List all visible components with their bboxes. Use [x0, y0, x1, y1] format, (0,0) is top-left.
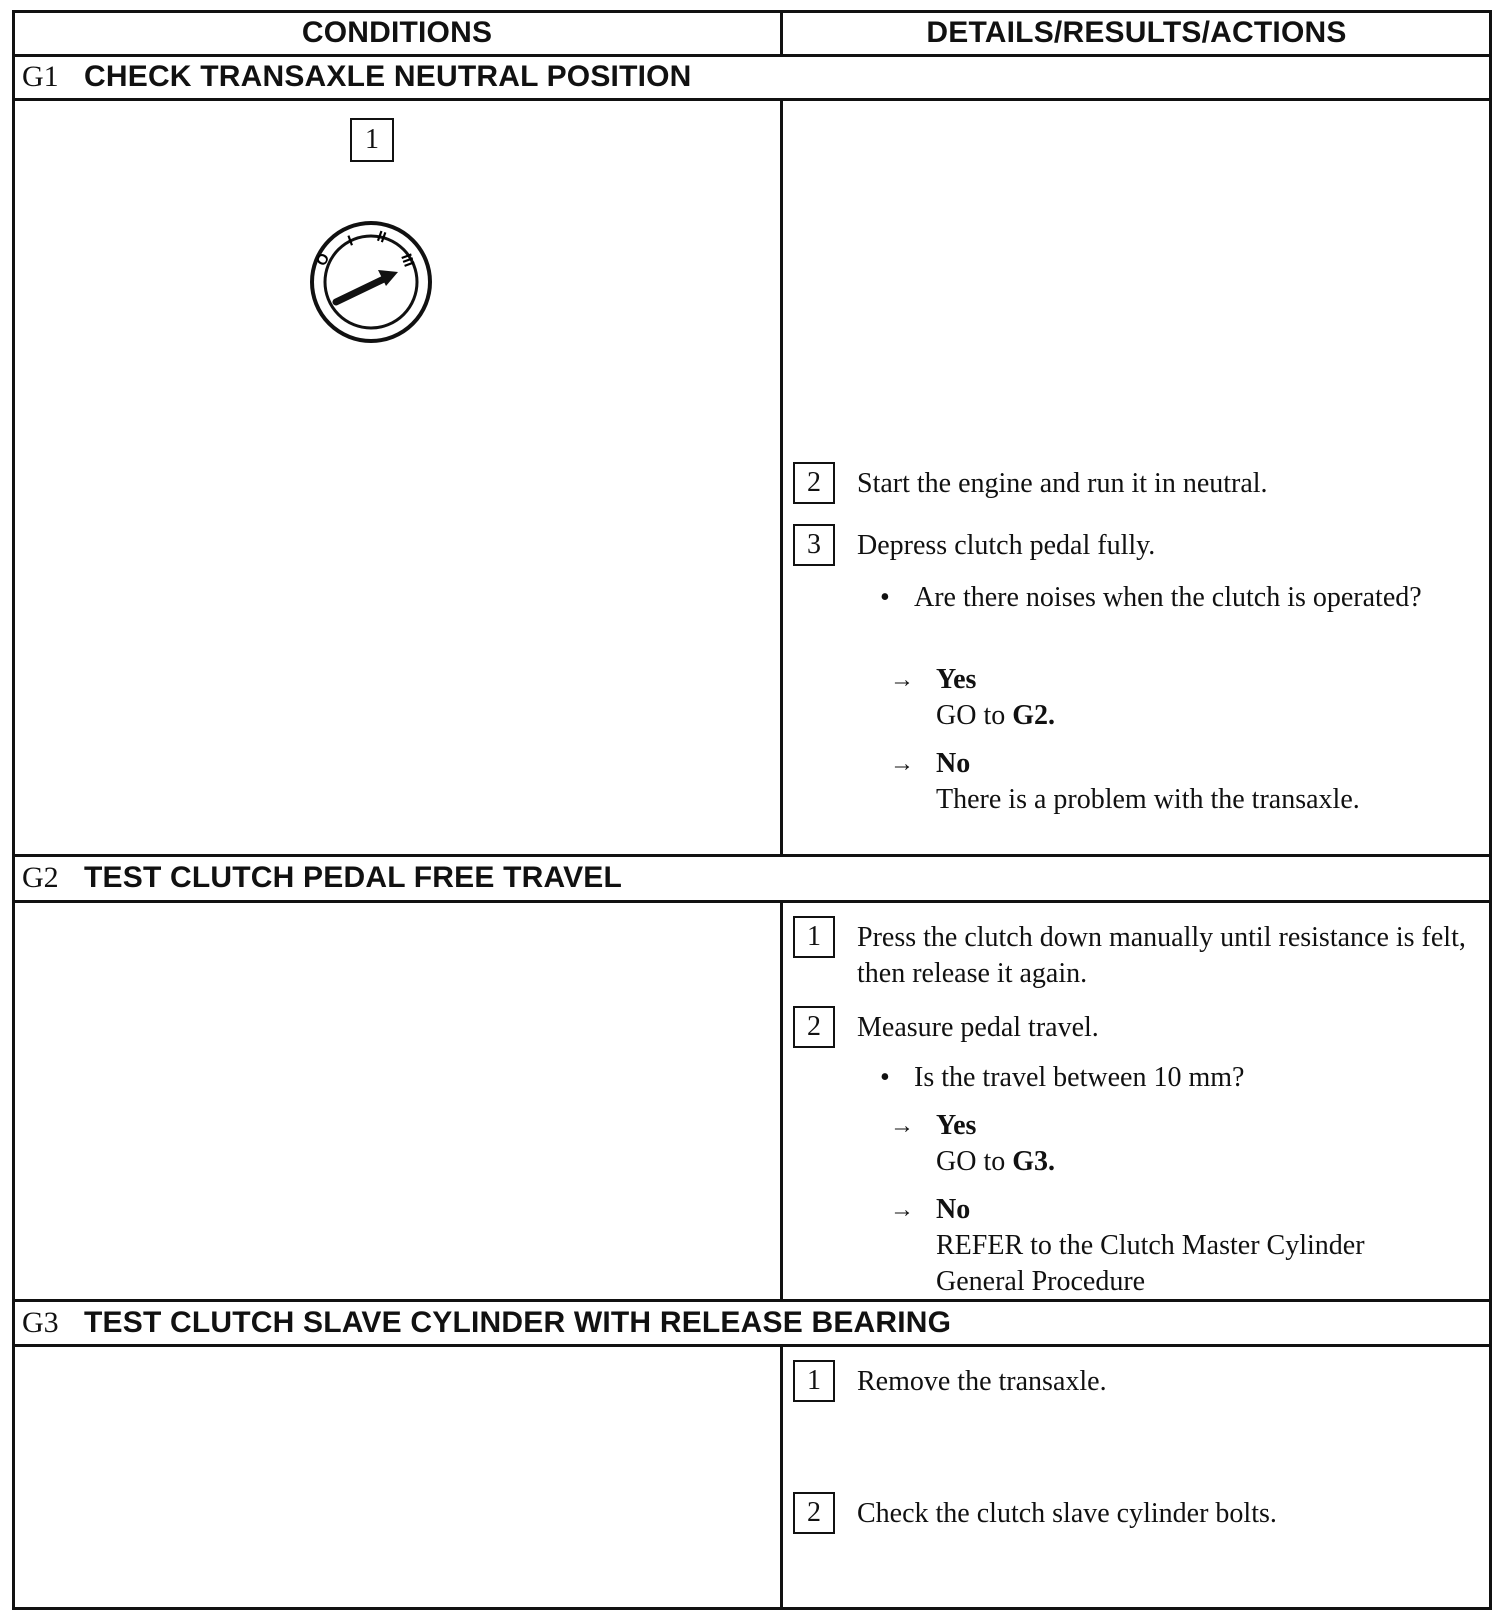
- gear-label-ii: II: [374, 227, 389, 247]
- arrow-right-icon: →: [890, 667, 914, 693]
- diagram-step-box: 1: [350, 118, 394, 162]
- step-text: Start the engine and run it in neutral.: [857, 468, 1268, 499]
- question-text: Is the travel between 10 mm?: [914, 1062, 1245, 1093]
- step-text: Check the clutch slave cylinder bolts.: [857, 1498, 1277, 1529]
- step-number-box: 2: [793, 1006, 835, 1048]
- step-text: Remove the transaxle.: [857, 1366, 1107, 1397]
- step-number-box: 1: [793, 1360, 835, 1402]
- step-text: Measure pedal travel.: [857, 1012, 1099, 1043]
- result-answer: No: [936, 1194, 971, 1225]
- conditions-header: CONDITIONS: [301, 16, 493, 49]
- step-number-box: 2: [793, 1492, 835, 1534]
- result-action: There is a problem with the transaxle.: [936, 784, 1360, 815]
- arrow-right-icon: →: [890, 751, 914, 777]
- section-heading: TEST CLUTCH PEDAL FREE TRAVEL: [84, 861, 623, 894]
- step-number-box: 1: [793, 916, 835, 958]
- g3-column-divider: [780, 1344, 783, 1610]
- section-number: G3: [22, 1306, 59, 1339]
- gear-pointer-shaft: [336, 278, 386, 302]
- bullet-icon: •: [880, 1062, 890, 1093]
- gear-label-i: I: [345, 232, 356, 250]
- result-action: GO to G3.: [936, 1146, 1056, 1177]
- arrow-right-icon: →: [890, 1113, 914, 1139]
- result-ref: G2.: [1012, 700, 1056, 731]
- result-answer: No: [936, 748, 971, 779]
- result-answer: Yes: [936, 664, 977, 695]
- details-header: DETAILS/RESULTS/ACTIONS: [926, 16, 1347, 49]
- section-title-g3: [22, 1301, 951, 1345]
- step-text: Depress clutch pedal fully.: [857, 530, 1156, 561]
- section-heading: TEST CLUTCH SLAVE CYLINDER WITH RELEASE BEARING: [84, 1306, 952, 1339]
- result-answer: Yes: [936, 1110, 977, 1141]
- g2-title-divider: [12, 900, 1492, 903]
- result-ref: G3.: [1012, 1146, 1056, 1177]
- section-number: G2: [22, 861, 59, 894]
- result-action: REFER to the Clutch Master Cylinder General Procedure: [936, 1230, 1365, 1297]
- section-title-g2: [22, 856, 622, 900]
- step-number-box: 2: [793, 462, 835, 504]
- bullet-icon: •: [880, 582, 890, 613]
- arrow-right-icon: →: [890, 1197, 914, 1223]
- gear-selector-neutral-icon: [306, 220, 436, 350]
- g1-column-divider: [780, 98, 783, 856]
- step-text: Press the clutch down manually until resistance is felt, then release it again.: [857, 922, 1466, 989]
- section-number: G1: [22, 60, 59, 93]
- question-text: Are there noises when the clutch is operated?: [914, 582, 1422, 613]
- result-action: GO to G2.: [936, 700, 1056, 731]
- section-title-g1: [22, 55, 692, 99]
- gear-label-iii: III: [397, 251, 418, 270]
- section-heading: CHECK TRANSAXLE NEUTRAL POSITION: [84, 60, 692, 93]
- step-number-box: 3: [793, 524, 835, 566]
- g2-column-divider: [780, 900, 783, 1301]
- gear-label-o: O: [312, 250, 334, 269]
